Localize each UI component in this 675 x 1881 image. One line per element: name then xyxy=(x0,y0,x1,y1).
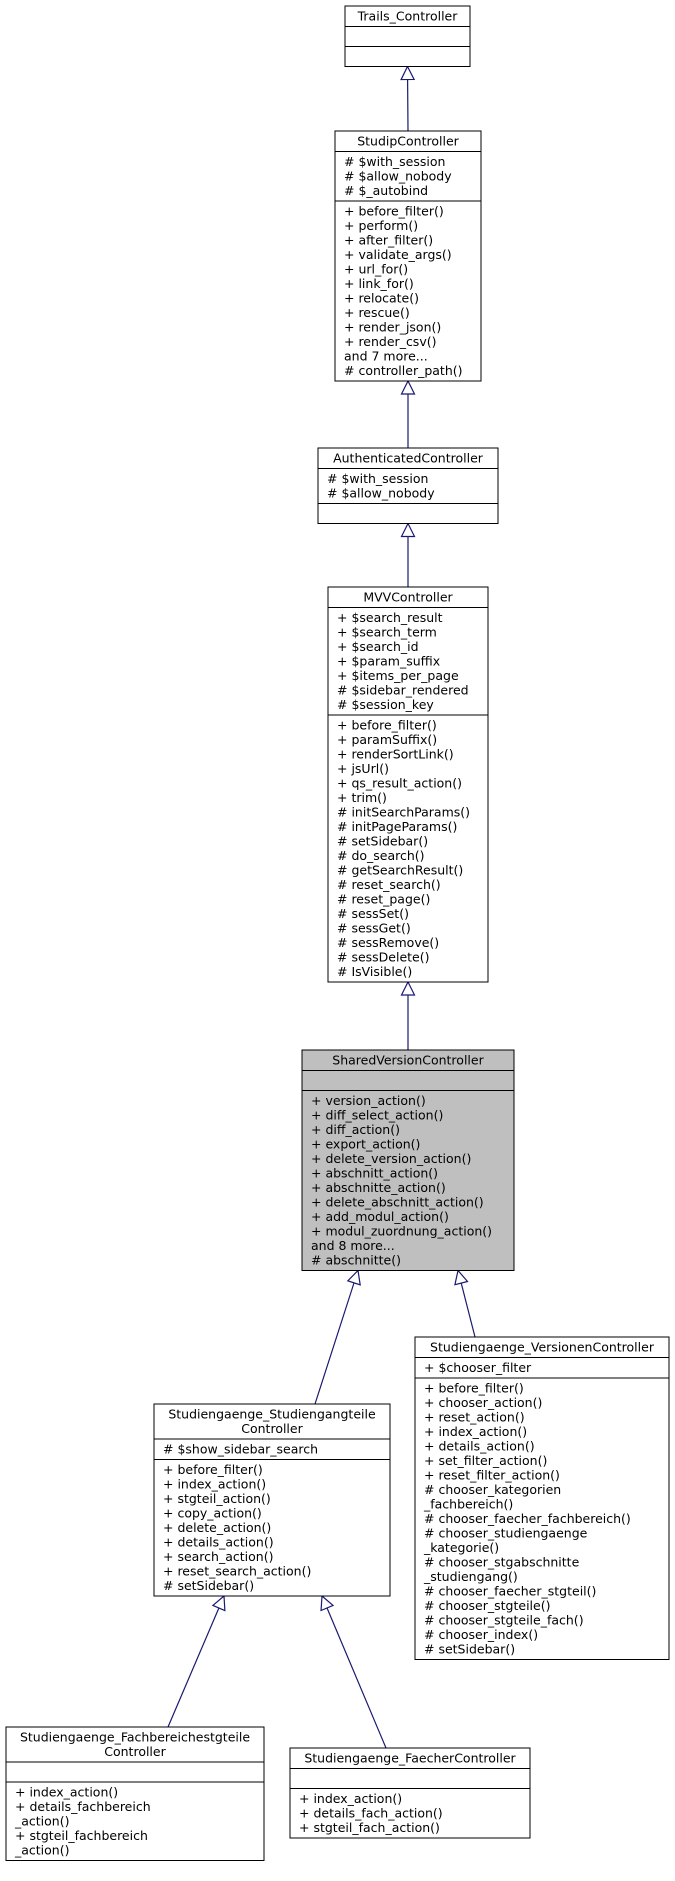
class-method: + set_filter_action() xyxy=(424,1453,548,1468)
class-method: + renderSortLink() xyxy=(337,746,454,762)
class-method: _action() xyxy=(15,1842,70,1858)
class-node-faecher[interactable] xyxy=(290,1748,530,1838)
inheritance-edge xyxy=(315,1283,354,1404)
class-node-fachbereich[interactable] xyxy=(6,1727,264,1861)
class-method: + stgteil_action() xyxy=(163,1491,271,1506)
inheritance-edge xyxy=(327,1608,386,1748)
class-method: # chooser_faecher_stgteil() xyxy=(424,1583,597,1599)
class-node-studip[interactable] xyxy=(335,131,481,381)
class-method: + rescue() xyxy=(344,305,410,320)
class-method: + paramSuffix() xyxy=(337,732,438,747)
class-node-versionen[interactable] xyxy=(415,1337,669,1660)
class-node-shared[interactable] xyxy=(302,1050,514,1271)
class-node-authenticated[interactable] xyxy=(318,448,498,524)
class-method: # do_search() xyxy=(337,848,425,863)
class-method: # chooser_index() xyxy=(424,1627,539,1642)
class-method: + diff_action() xyxy=(311,1122,400,1137)
class-name: Trails_Controller xyxy=(357,8,458,24)
class-method: # setSidebar() xyxy=(163,1578,255,1593)
class-name: MVVController xyxy=(363,589,453,605)
class-name: Studiengaenge_Fachbereichestgteile xyxy=(19,1729,251,1745)
class-attribute: # $with_session xyxy=(344,154,446,169)
class-name: Studiengaenge_VersionenController xyxy=(430,1339,654,1355)
class-name: Controller xyxy=(241,1421,303,1436)
class-method: + stgteil_fachbereich xyxy=(15,1828,148,1843)
class-method: # reset_page() xyxy=(337,891,431,907)
class-method: + before_filter() xyxy=(163,1462,263,1477)
inheritance-arrowhead xyxy=(402,381,415,394)
class-method: # chooser_stgabschnitte xyxy=(424,1554,580,1570)
class-attribute: # $with_session xyxy=(327,471,429,486)
class-method: + chooser_action() xyxy=(424,1395,543,1410)
inheritance-arrowhead xyxy=(455,1271,468,1285)
class-name: Controller xyxy=(104,1744,166,1759)
class-method: + index_action() xyxy=(299,1791,403,1806)
class-attribute: + $param_suffix xyxy=(337,653,441,669)
class-method: # setSidebar() xyxy=(337,833,429,849)
class-method: and 7 more... xyxy=(344,348,428,364)
class-method: + render_csv() xyxy=(344,334,437,349)
class-method: + search_action() xyxy=(163,1549,274,1564)
class-method: _studiengang() xyxy=(424,1569,518,1584)
class-method: _fachbereich() xyxy=(424,1496,514,1512)
class-method: + abschnitt_action() xyxy=(311,1165,439,1181)
class-method: + before_filter() xyxy=(424,1380,524,1396)
class-name: Studiengaenge_FaecherController xyxy=(304,1750,516,1766)
class-method: + index_action() xyxy=(15,1784,119,1800)
inheritance-edge xyxy=(168,1608,219,1727)
class-method: # IsVisible() xyxy=(337,964,413,979)
inheritance-arrowhead xyxy=(321,1596,333,1611)
class-method: + after_filter() xyxy=(344,232,434,248)
class-method: + details_fachbereich xyxy=(15,1799,151,1814)
class-method: + render_json() xyxy=(344,319,442,335)
class-method: + before_filter() xyxy=(337,717,437,733)
class-method: _kategorie() xyxy=(424,1540,500,1555)
class-method: # chooser_kategorien xyxy=(424,1482,562,1497)
class-method: + perform() xyxy=(344,218,419,233)
class-method: + link_for() xyxy=(344,276,414,291)
class-method: # initSearchParams() xyxy=(337,804,471,820)
class-attribute: # $session_key xyxy=(337,697,434,712)
class-method: # setSidebar() xyxy=(424,1641,516,1657)
class-attribute: + $search_id xyxy=(337,639,419,654)
class-method: + details_action() xyxy=(163,1534,274,1550)
class-method: + delete_version_action() xyxy=(311,1151,472,1166)
class-method: # sessRemove() xyxy=(337,935,440,950)
class-attribute: # $allow_nobody xyxy=(344,168,452,184)
class-method: # chooser_studiengaenge xyxy=(424,1525,588,1541)
inheritance-arrowhead xyxy=(213,1596,225,1611)
class-method: + delete_abschnitt_action() xyxy=(311,1194,484,1210)
inheritance-arrowhead xyxy=(348,1271,360,1285)
class-method: + index_action() xyxy=(163,1476,267,1492)
class-method: + before_filter() xyxy=(344,203,444,219)
class-attribute: + $items_per_page xyxy=(337,668,459,683)
class-method: + relocate() xyxy=(344,290,419,306)
class-method: + copy_action() xyxy=(163,1505,262,1521)
class-method: + add_modul_action() xyxy=(311,1209,449,1224)
inheritance-arrowhead xyxy=(402,524,415,537)
class-attribute: + $chooser_filter xyxy=(424,1360,532,1375)
class-method: # abschnitte() xyxy=(311,1252,401,1268)
class-method: + abschnitte_action() xyxy=(311,1180,446,1195)
class-method: # chooser_stgteile() xyxy=(424,1598,551,1613)
class-method: # chooser_faecher_fachbereich() xyxy=(424,1511,631,1526)
class-method: # reset_search() xyxy=(337,877,441,892)
class-method: # getSearchResult() xyxy=(337,862,464,878)
class-method: + stgteil_fach_action() xyxy=(299,1820,440,1835)
class-attribute: # $sidebar_rendered xyxy=(337,682,469,698)
inheritance-arrowhead xyxy=(401,67,414,80)
inheritance-arrowhead xyxy=(402,982,415,995)
class-method: + diff_select_action() xyxy=(311,1107,444,1123)
inheritance-edge xyxy=(461,1283,475,1337)
class-method: # sessGet() xyxy=(337,920,411,936)
class-method: + version_action() xyxy=(311,1093,426,1108)
class-attribute: # $_autobind xyxy=(344,183,429,198)
class-method: + jsUrl() xyxy=(337,761,389,776)
class-attribute: # $allow_nobody xyxy=(327,485,435,501)
class-method: + reset_search_action() xyxy=(163,1563,312,1579)
class-name: SharedVersionController xyxy=(332,1052,484,1068)
class-method: + details_fach_action() xyxy=(299,1805,443,1821)
class-name: StudipController xyxy=(357,133,459,149)
class-attribute: + $search_term xyxy=(337,624,437,640)
class-method: # sessDelete() xyxy=(337,949,430,965)
class-method: # initPageParams() xyxy=(337,819,458,834)
class-method: + export_action() xyxy=(311,1136,421,1152)
class-method: + qs_result_action() xyxy=(337,775,462,791)
class-method: + modul_zuordnung_action() xyxy=(311,1223,493,1239)
class-method: + details_action() xyxy=(424,1438,535,1454)
class-method: + validate_args() xyxy=(344,247,452,262)
class-method: + delete_action() xyxy=(163,1520,272,1535)
class-method: # controller_path() xyxy=(344,363,463,378)
class-attribute: + $search_result xyxy=(337,610,443,625)
class-attribute: # $show_sidebar_search xyxy=(163,1441,319,1457)
class-node-trails[interactable] xyxy=(345,6,470,67)
class-method: _action() xyxy=(15,1813,70,1829)
class-method: + reset_action() xyxy=(424,1409,525,1425)
class-method: # chooser_stgteile_fach() xyxy=(424,1612,584,1628)
class-nodes xyxy=(6,6,669,1861)
class-name: AuthenticatedController xyxy=(333,450,483,466)
class-method: and 8 more... xyxy=(311,1238,395,1253)
class-name: Studiengaenge_Studiengangteile xyxy=(168,1406,376,1422)
class-method: + reset_filter_action() xyxy=(424,1467,560,1483)
class-method: + index_action() xyxy=(424,1424,528,1439)
class-method: + url_for() xyxy=(344,261,409,277)
class-node-stgteile[interactable] xyxy=(154,1404,390,1596)
class-node-mvv[interactable] xyxy=(328,587,488,982)
class-method: # sessSet() xyxy=(337,906,409,921)
class-method: + trim() xyxy=(337,790,387,805)
